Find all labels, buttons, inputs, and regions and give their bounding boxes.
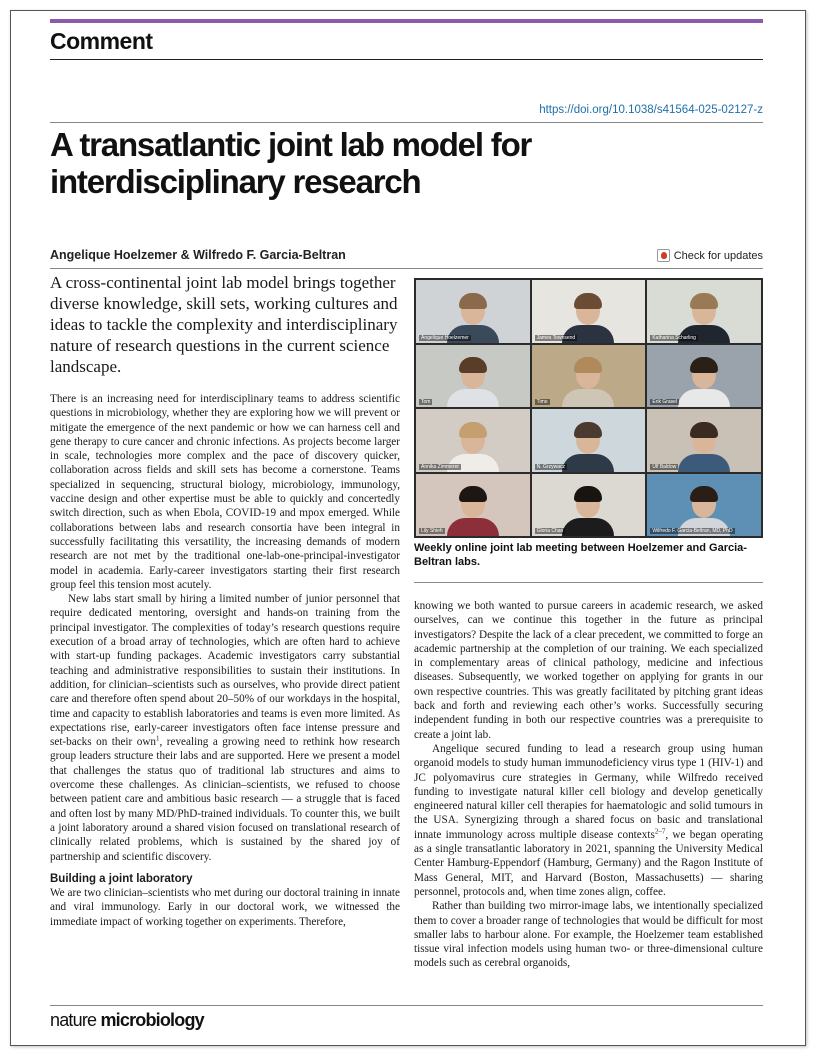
divider [50, 268, 763, 269]
doi-link[interactable]: https://doi.org/10.1038/s41564-025-02127-z [539, 104, 763, 116]
journal-logo: nature microbiology [50, 1010, 204, 1030]
participant-tile [416, 280, 530, 343]
participant-tile [647, 345, 761, 408]
participant-tile [416, 474, 530, 537]
participant-photo [562, 416, 614, 472]
participant-name: N. Grzywacz [536, 463, 565, 470]
participant-tile [532, 409, 646, 472]
participant-photo [447, 480, 499, 536]
check-for-updates-button[interactable] [657, 249, 763, 262]
participant-name: Katharina Scharling [652, 334, 696, 341]
accent-rule [50, 19, 763, 23]
participant-name: Angelique Hoelzemer [421, 334, 469, 341]
left-column [50, 392, 400, 929]
divider [50, 122, 763, 123]
standfirst: A cross-continental joint lab model brings together diverse knowledge, skill sets, working cultures and ideas to tackle the complexity and interdisciplinary nature of research questions in the current science landscape. [50, 273, 398, 376]
participant-tile [647, 474, 761, 537]
participant-name: Annika Zimmerer [421, 463, 460, 470]
crossmark-icon [657, 249, 670, 262]
paragraph: We are two clinician–scientists who met during our doctoral training in innate and viral immunology. Early in our doctoral work, we witnessed the immediate impact of working together on experiments. Therefore, [50, 887, 400, 928]
participant-tile [416, 345, 530, 408]
section-label: Comment [50, 28, 153, 54]
participant-name: James Townsend [536, 334, 576, 341]
participant-tile [416, 409, 530, 472]
divider [50, 1005, 763, 1006]
divider [414, 582, 763, 583]
right-column [414, 599, 763, 971]
author-list: Angelique Hoelzemer & Wilfredo F. Garcia-Beltran [50, 248, 346, 262]
video-call-photo [414, 278, 763, 538]
participant-name: Lily Shieh [421, 528, 443, 534]
participant-photo [678, 416, 730, 472]
figure-caption: Weekly online joint lab meeting between Hoelzemer and Garcia-Beltran labs. [414, 542, 747, 568]
participant-name: Erik Grasel [652, 399, 678, 405]
paragraph: knowing we both wanted to pursue careers in academic research, we asked ourselves, can we continue this together in the future as principal investigators? Despite the lack of a clear precedent, we committed to forge an academic partnership at the completion of our training. We each specialized in complementary areas of clinical pathology, medicine and infectious diseases. Subsequently, we worked together on applying for grants in our own respective countries. This was greatly facilitated by pitching grant ideas back and forth and reviewing each other’s works. Successfully securing independent funding in both our respective countries was a prerequisite to create a joint lab. [414, 600, 763, 741]
paragraph: There is an increasing need for interdisciplinary teams to address scientific questions in microbiology, whether they are exploring how we will prevent or mitigate the emergence of the next pandemic or how we can harness cell and gene therapy to cure cancer and chronic infections. As projects become larger in scale, technologies more complex and the pace of discovery quicker, collaboration across fields and skill sets has become a cornerstone. Teams specialized in sequencing, structural biology, microbiology, immunology, vaccine design and other expertise must be able to quickly and concertedly switch direction, such as when Ebola, COVID-19 and mpox emerged. While collaborations between labs and research consortia have been integral in successfully facilitating this versatility, the increasing demands of modern research are not met by the traditional one-lab-one-principal-investigator model in academia. Early-career investigators starting their first research group feel this tension most acutely. [50, 393, 400, 591]
citation[interactable]: 2–7 [654, 827, 666, 836]
paragraph: Rather than building two mirror-image labs, we intentionally specialized them to cover a broader range of technologies that would be difficult for most smaller labs to harbour alone. For example, the Hoelzemer team established tissue viral infection models using human two- or three-dimensional culture models such as cerebral organoids, [414, 900, 763, 970]
section-heading: Building a joint laboratory [50, 872, 193, 885]
check-for-updates-label: Check for updates [673, 249, 763, 262]
article-title: A transatlantic joint lab model for interdisciplinary research [50, 126, 532, 200]
participant-name: Tom [421, 399, 431, 405]
participant-photo [562, 351, 614, 407]
participant-tile [647, 280, 761, 343]
participant-tile [532, 474, 646, 537]
paragraph: New labs start small by hiring a limited number of junior personnel that require dedicated mentoring, oversight and hands-on training from the principal investigator. The complexities of today’s research questions require execution of a broad array of technologies, which are often hard to achieve with start-up funding packages. Academic investigators carry substantial teaching and administrative responsibilities to sustain their institutions. In addition, for clinician–scientists such as ourselves, who provide direct patient care and therefore often spend about 20–50% of our workdays in the hospital, time and capacity to establish laboratories and teams is even more limited. As expectations rise, early-career investigators often face intense pressure and set-backs on their own$^1$, revealing a growing need to rethink how research group leaders structure their labs and are supported. Here we present a model that challenges the status quo of traditional lab structures and aims to overcome these challenges. As clinician–scientists, we refused to choose between patient care and ambitious basic research — a struggle that is faced and often lost by many MD/PhD-trained individuals. To counter this, we built a joint laboratory around a shared vision focused on translational research of clinically related problems, which is sustained by the shared joy of partnership and scientific discovery. [50, 593, 400, 863]
participant-name: Ulf Baldow [652, 463, 677, 470]
participant-photo [562, 480, 614, 536]
citation[interactable]: 1 [156, 734, 160, 743]
participant-tile [532, 345, 646, 408]
paragraph: Angelique secured funding to lead a research group using human organoid models to study human immunodeficiency virus type 1 (HIV-1) and JC polyomavirus cure strategies in Germany, while Wilfredo received funding to investigate natural killer cell biology and develop genetically engineered natural killer cell therapies for haematologic and solid tumours in the USA. Synergizing through a shared focus on basic and translational innate immunology across multiple disease contexts$^{2-7}$, we began operating as a single transatlantic laboratory in 2021, spanning the University Medical Center Hamburg-Eppendorf (Hamburg, Germany) and the Ragon Institute of Mass General, MIT, and Harvard (Boston, Massachusetts) — sharing personnel, protocols and, when time zones align, coffee. [414, 742, 763, 898]
participant-name: Wilfredo F. Garcia-Beltran, MD, PhD [652, 528, 733, 534]
participant-tile [647, 409, 761, 472]
participant-name: Gloria Chan [536, 528, 564, 534]
participant-tile [532, 280, 646, 343]
participant-photo [447, 351, 499, 407]
divider [50, 59, 763, 60]
participant-name: Timo [536, 399, 548, 405]
participant-photo [678, 351, 730, 407]
